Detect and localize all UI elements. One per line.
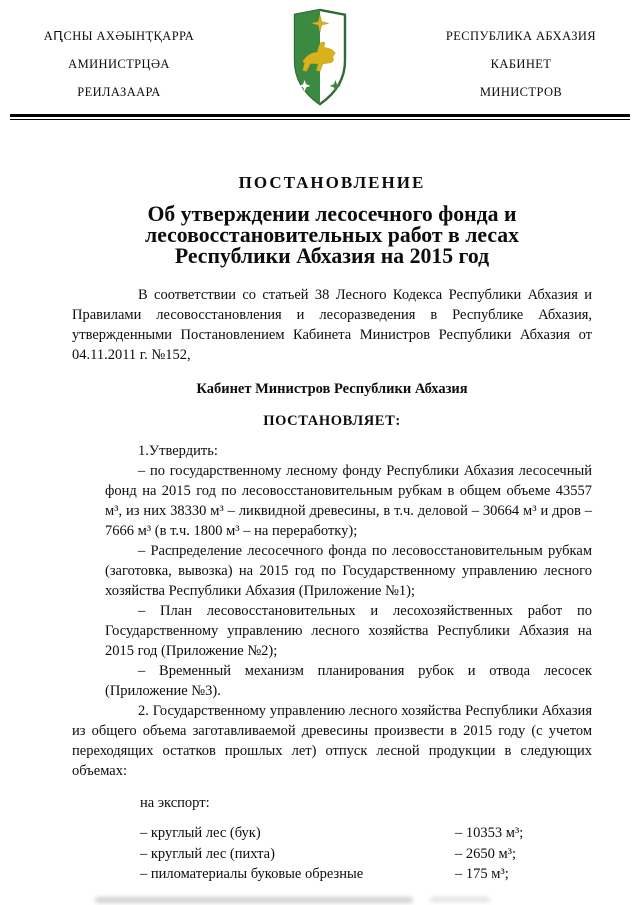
export-item-label: – круглый лес (пихта): [140, 845, 275, 862]
letterhead-right-line-2: КАБИНЕТ: [490, 57, 552, 71]
export-heading: на экспорт:: [140, 795, 210, 811]
doc-title: ПОСТАНОВЛЕНИЕ: [238, 173, 426, 192]
export-row: [140, 823, 592, 844]
resolution-item-4: – Временный механизм планирования рубок и отвода лесосек (Приложение №3).: [105, 663, 592, 699]
export-item-value: – 2650 м³;: [455, 845, 517, 862]
clause-2: 2. Государственному управлению лесного хозяйства Республики Абхазия из общего объема заготавливаемой древесины произвести в 2015 году (с учетом переходящих остатков прошлых лет) отпуск лесной продукции в следующих объемах:: [72, 703, 592, 779]
resolution-item-1: – по государственному лесному фонду Республики Абхазия лесосечный фонд на 2015 год по лесовосстановительным рубкам в общем объеме 43557 м³, из них 38330 м³ – ликвидной древесины, в т.ч. деловой – 30664 м³ и дров – 7666 м³ (в т.ч. 1800 м³ – на переработку);: [105, 463, 592, 539]
abkhazia-coat-of-arms-icon: [291, 8, 349, 106]
letterhead-left-line-2: АМИНИСТРЦӘА: [68, 57, 170, 71]
intro-paragraph: В соответствии со статьей 38 Лесного Кодекса Республики Абхазия и Правилами лесовосстановления и лесоразведения в Республике Абхазия, утвержденными Постановлением Кабинета Министров Республики Абхазия от 04.11.2011 г. №152,: [72, 287, 592, 363]
doc-subtitle: Об утверждении лесосечного фонда и лесовосстановительных работ в лесах Республики Абхазия на 2015 год: [145, 202, 519, 268]
resolution-item-3: – План лесовосстановительных и лесохозяйственных работ по Государственному управлению лесного хозяйства Республики Абхазия на 2015 год (Приложение №2);: [105, 603, 592, 659]
resolution-list: [105, 441, 592, 701]
letterhead-right-line-1: РЕСПУБЛИКА АБХАЗИЯ: [445, 29, 597, 43]
letterhead-left: [14, 8, 224, 106]
letterhead-right-line-3: МИНИСТРОВ: [479, 85, 563, 99]
export-row: [140, 844, 592, 865]
export-item-label: – круглый лес (бук): [140, 825, 261, 841]
letterhead-left-line-3: РЕИЛАЗААРА: [77, 85, 161, 99]
header-rule-thin: [10, 119, 630, 120]
document-body: [0, 172, 640, 885]
page-bottom-cutoff-text: [95, 897, 413, 903]
header-rule-thick: [10, 114, 630, 117]
resolution-item-2: – Распределение лесосечного фонда по лесовосстановительным рубкам (заготовка, вывозка) на 2015 год по Государственному управлению лесного хозяйства Республики Абхазия (Приложение №1);: [105, 543, 592, 599]
header-rule: [10, 114, 630, 120]
clause-1: 1.Утвердить:: [138, 443, 218, 459]
export-row: [140, 864, 592, 885]
letterhead-right: [416, 8, 626, 106]
export-table: [140, 823, 592, 885]
letterhead-left-line-1: АԤСНЫ АХӘЫНҬҚАРРА: [43, 29, 195, 43]
page-bottom-cutoff-text: [430, 897, 490, 902]
letterhead: [0, 0, 640, 104]
export-item-value: – 175 м³;: [455, 866, 509, 882]
resolves-line: ПОСТАНОВЛЯЕТ:: [263, 413, 401, 429]
export-item-value: – 10353 м³;: [455, 825, 524, 841]
export-item-label: – пиломатериалы буковые обрезные: [140, 866, 364, 882]
authority-line: Кабинет Министров Республики Абхазия: [196, 381, 468, 397]
